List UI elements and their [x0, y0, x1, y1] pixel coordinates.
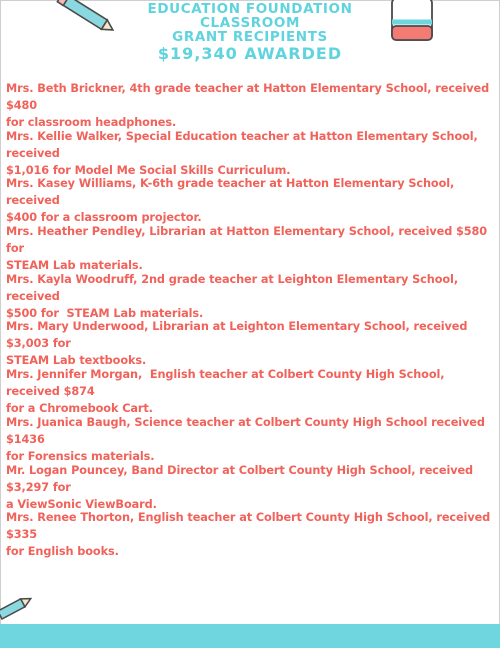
header-line-1: EDUCATION FOUNDATION [147, 1, 353, 17]
list-item: Mrs. Beth Brickner, 4th grade teacher at Hatton Elementary School, received $480 for classroom headphones. [6, 82, 490, 129]
list-item: Mrs. Heather Pendley, Librarian at Hatton Elementary School, received $580 for STEAM Lab materials. [6, 225, 488, 273]
list-item: Mrs. Mary Underwood, Librarian at Leighton Elementary School, received $3,003 for STEAM Lab textbooks. [6, 320, 468, 368]
recipient-list [6, 80, 498, 557]
list-item: Mrs. Kasey Williams, K-6th grade teacher at Hatton Elementary School, received $400 for a classroom projector. [6, 177, 455, 225]
page-header [0, 0, 500, 64]
header-line-3: GRANT RECIPIENTS [172, 29, 328, 45]
footer-bar [0, 624, 500, 648]
list-item: Mr. Logan Pouncey, Band Director at Colbert County High School, received $3,297 for a ViewSonic ViewBoard. [6, 463, 474, 511]
list-item: Mrs. Jennifer Morgan, English teacher at Colbert County High School, received $874 for a Chromebook Cart. [6, 368, 445, 416]
awarded-total: $19,340 AWARDED [157, 44, 343, 63]
header-line-2: CLASSROOM [200, 15, 300, 31]
pencil-icon [0, 592, 36, 622]
list-item: Mrs. Juanica Baugh, Science teacher at Colbert County High School received $1436 for Forensics materials. [6, 415, 485, 463]
list-item: Mrs. Kayla Woodruff, 2nd grade teacher at Leighton Elementary School, received $500 for STEAM Lab materials. [6, 272, 459, 320]
list-item: Mrs. Renee Thorton, English teacher at Colbert County High School, received $335 for English books. [6, 511, 491, 559]
list-item: Mrs. Kellie Walker, Special Education teacher at Hatton Elementary School, received $1,016 for Model Me Social Skills Curriculum. [6, 129, 478, 177]
